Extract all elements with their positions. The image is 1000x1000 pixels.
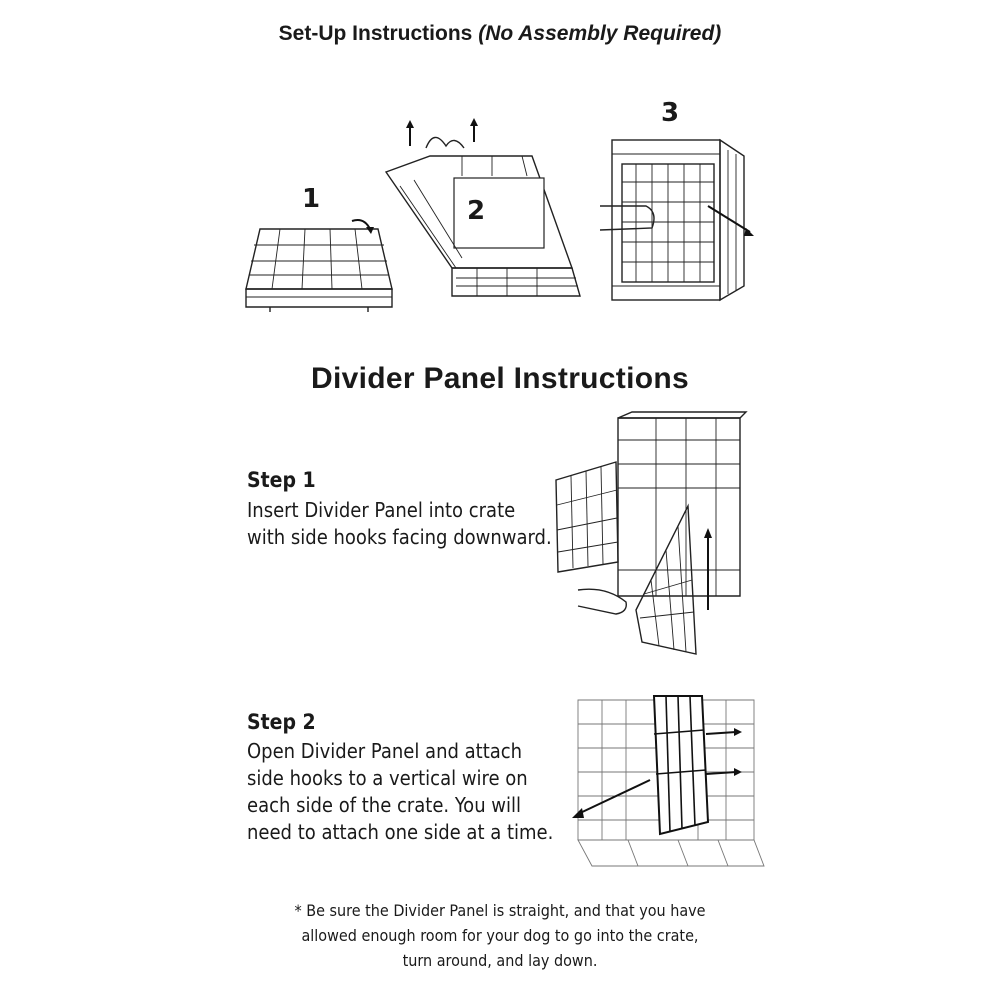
setup-step-3-number: 3 [661, 98, 680, 128]
footnote: * Be sure the Divider Panel is straight, and that you have allowed enough room for your dog to go into the crate, turn around, and lay down. [294, 901, 706, 970]
setup-step-1-number: 1 [302, 184, 321, 214]
divider-step-2-text: Open Divider Panel and attach side hooks to a vertical wire on each side of the crate. You will need to attach one side at a time. [247, 739, 554, 844]
attaching-divider-illustration [568, 690, 770, 875]
folded-crate-illustration [240, 215, 400, 315]
setup-title-note: (No Assembly Required) [478, 22, 722, 45]
hand-icon [578, 589, 626, 614]
hand-icon [600, 206, 654, 230]
setup-instructions-title [0, 22, 1000, 46]
side-hook-arrow-icon [706, 732, 736, 734]
upright-crate-illustration [600, 136, 760, 312]
divider-step-2-heading: Step 2 [247, 710, 316, 734]
divider-panel-title: Divider Panel Instructions [311, 362, 689, 395]
divider-step-1-text: Insert Divider Panel into crate with side hooks facing downward. [247, 498, 552, 549]
setup-title-text: Set-Up Instructions [278, 22, 473, 45]
setup-step-2-number: 2 [467, 196, 486, 226]
hand-icon [426, 137, 464, 148]
inserting-divider-illustration [556, 410, 752, 658]
divider-step-1-heading: Step 1 [247, 468, 316, 492]
side-hook-arrow-icon [578, 780, 650, 814]
